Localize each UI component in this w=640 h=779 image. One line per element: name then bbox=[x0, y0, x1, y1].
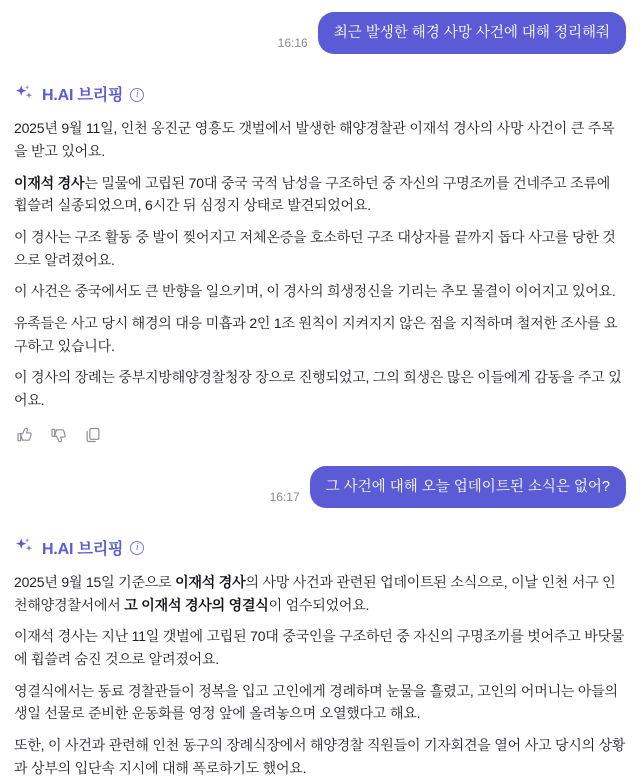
assistant-header bbox=[14, 536, 626, 559]
text-run: 이 경사의 장례는 중부지방해양경찰청장 장으로 진행되었고, 그의 희생은 많은 이들에게 감동을 주고 있어요. bbox=[14, 369, 622, 409]
message-timestamp: 16:17 bbox=[269, 489, 300, 504]
text-run: 이 사건은 중국에서도 큰 반향을 일으키며, 이 경사의 희생정신을 기리는 추모 물결이 이어지고 있어요. bbox=[14, 283, 616, 300]
message-actions bbox=[14, 426, 626, 444]
text-run: 또한, 이 사건과 관련해 인천 동구의 장례식장에서 해양경찰 직원들이 기자회견을 열어 사고 당시의 상황과 상부의 입단속 지시에 대해 폭로하기도 했어요. bbox=[14, 737, 626, 776]
sparkle-icon bbox=[14, 84, 36, 104]
text-run: 는 밀물에 고립된 70대 중국 국적 남성을 구조하던 중 자신의 구명조끼를 건네주고 조류에 휩쓸려 실종되었으며, 6시간 뒤 심정지 상태로 발견되었어요. bbox=[14, 174, 611, 214]
assistant-paragraph bbox=[14, 734, 626, 779]
assistant-paragraph bbox=[14, 172, 626, 217]
assistant-brand-label: H.AI 브리핑 bbox=[42, 540, 124, 558]
assistant-message-2 bbox=[14, 536, 626, 779]
text-run: 이재석 경사는 지난 11일 갯벌에 고립된 70대 중국인을 구조하던 중 자신의 구명조끼를 벗어주고 바닷물에 휩쓸려 숨진 것으로 알려졌어요. bbox=[14, 628, 625, 667]
thumbs-up-icon[interactable] bbox=[16, 426, 34, 444]
assistant-paragraph bbox=[14, 366, 626, 411]
info-icon[interactable]: i bbox=[130, 88, 144, 102]
text-run-bold: 이재석 경사 bbox=[175, 573, 246, 590]
assistant-paragraph bbox=[14, 625, 626, 670]
text-run: 유족들은 사고 당시 해경의 대응 미흡과 2인 1조 원칙이 지켜지지 않은 점을 지적하며 철저한 조사를 요구하고 있습니다. bbox=[14, 315, 618, 354]
assistant-paragraph bbox=[14, 571, 626, 616]
message-timestamp: 16:16 bbox=[277, 36, 308, 51]
thumbs-down-icon[interactable] bbox=[50, 426, 68, 444]
text-run: 영결식에서는 동료 경찰관들이 정복을 입고 고인에게 경례하며 눈물을 흘렸고, 고인의 어머니는 아들의 생일 선물로 준비한 운동화를 영정 앞에 올려놓으며 오열했다고 해요. bbox=[14, 682, 618, 722]
text-run: 2025년 9월 11일, 인천 옹진군 영흥도 갯벌에서 발생한 해양경찰관 이재석 경사의 사망 사건이 큰 주목을 받고 있어요. bbox=[14, 120, 615, 159]
assistant-paragraph bbox=[14, 280, 626, 303]
text-run-bold: 이재석 경사 bbox=[14, 174, 85, 191]
user-message-bubble: 그 사건에 대해 오늘 업데이트된 소식은 없어? bbox=[310, 466, 626, 508]
assistant-paragraph bbox=[14, 680, 626, 725]
info-icon[interactable]: i bbox=[130, 541, 144, 555]
assistant-message-1 bbox=[14, 82, 626, 443]
text-run-bold: 고 이재석 경사의 영결식 bbox=[124, 596, 269, 613]
user-message-row bbox=[14, 466, 626, 508]
copy-icon[interactable] bbox=[84, 426, 102, 444]
text-run: 이 엄수되었어요. bbox=[268, 596, 370, 613]
sparkle-icon bbox=[14, 537, 36, 557]
text-run: 이 경사는 구조 활동 중 발이 찢어지고 저체온증을 호소하던 구조 대상자를 끝까지 돕다 사고를 당한 것으로 알려졌어요. bbox=[14, 228, 616, 268]
assistant-header bbox=[14, 82, 626, 105]
text-run: 2025년 9월 15일 기준으로 bbox=[14, 573, 176, 590]
assistant-paragraph bbox=[14, 312, 626, 357]
text-run: 의 사망 사건과 관련된 업데이트된 소식으로, 이날 인천 서구 인천해양경찰서에서 bbox=[14, 573, 616, 613]
assistant-paragraph bbox=[14, 117, 626, 162]
user-message-bubble: 최근 발생한 해경 사망 사건에 대해 정리해줘 bbox=[318, 12, 626, 54]
assistant-paragraph bbox=[14, 226, 626, 271]
user-message-row bbox=[14, 12, 626, 54]
assistant-brand-label: H.AI 브리핑 bbox=[42, 87, 124, 105]
